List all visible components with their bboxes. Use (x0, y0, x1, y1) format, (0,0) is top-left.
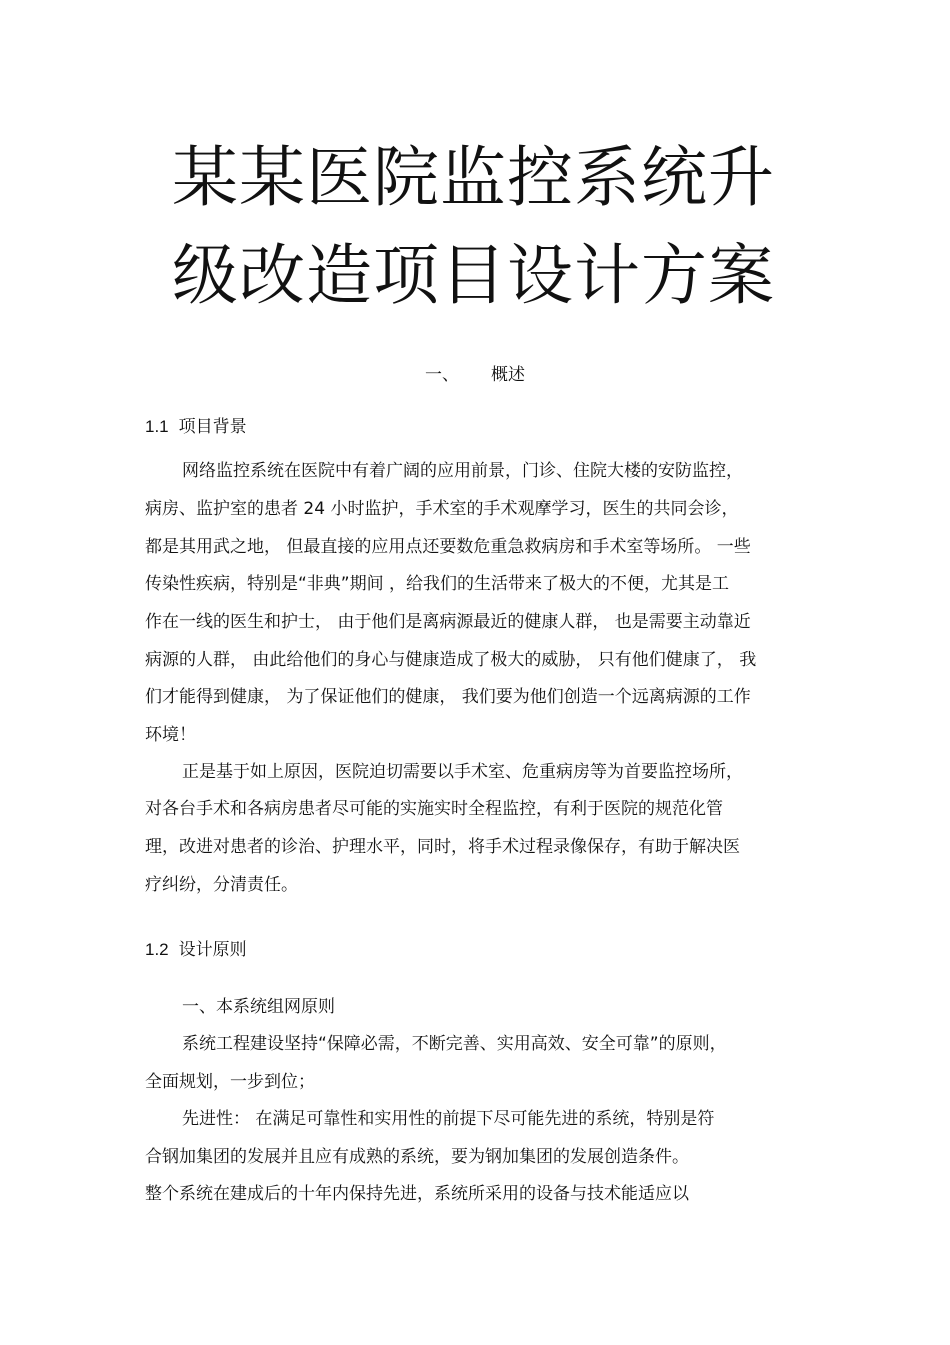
paragraph-1-line: 环境！ (145, 725, 196, 745)
paragraph-1-line: 们才能得到健康， 为了保证他们的健康， 我们要为他们创造一个远离病源的工作 (145, 687, 751, 707)
paragraph-2-line: 理，改进对患者的诊治、护理水平，同时，将手术过程录像保存，有助于解决医 (145, 837, 740, 857)
section-title: 概述 (491, 365, 525, 385)
subsection-number: 1.1 (145, 417, 169, 436)
principle-heading: 一、本系统组网原则 (182, 997, 335, 1017)
subsection-heading-design-principles (145, 935, 247, 960)
paragraph-1-line: 病源的人群， 由此给他们的身心与健康造成了极大的威胁， 只有他们健康了， 我 (145, 650, 757, 670)
paragraph-2-line: 疗纠纷，分清责任。 (145, 875, 298, 895)
paragraph-3-line: 系统工程建设坚持“保障必需，不断完善、实用高效、安全可靠”的原则， (182, 1034, 727, 1054)
paragraph-4-line: 整个系统在建成后的十年内保持先进，系统所采用的设备与技术能适应以 (145, 1184, 689, 1204)
paragraph-2-line: 对各台手术和各病房患者尽可能的实施实时全程监控，有利于医院的规范化管 (145, 799, 723, 819)
paragraph-4-line: 合钢加集团的发展并且应有成熟的系统，要为钢加集团的发展创造条件。 (145, 1147, 689, 1167)
paragraph-3-line: 全面规划，一步到位； (145, 1072, 315, 1092)
section-number: 一、 (425, 365, 459, 385)
subsection-heading-background (145, 412, 247, 437)
paragraph-4-line: 先进性： 在满足可靠性和实用性的前提下尽可能先进的系统，特别是符 (182, 1109, 715, 1129)
paragraph-1-line: 都是其用武之地， 但最直接的应用点还要数危重急救病房和手术室等场所。 一些 (145, 537, 751, 557)
paragraph-1-line: 网络监控系统在医院中有着广阔的应用前景，门诊、住院大楼的安防监控， (182, 461, 743, 481)
subsection-title: 设计原则 (178, 940, 247, 960)
subsection-title: 项目背景 (178, 417, 247, 437)
paragraph-1-line: 病房、监护室的患者 24 小时监护，手术室的手术观摩学习，医生的共同会诊， (145, 499, 739, 519)
subsection-number: 1.2 (145, 940, 169, 959)
document-title-line-2: 级改造项目设计方案 (172, 237, 775, 314)
paragraph-1-line: 作在一线的医生和护士， 由于他们是离病源最近的健康人群， 也是需要主动靠近 (145, 612, 751, 632)
paragraph-2-line: 正是基于如上原因，医院迫切需要以手术室、危重病房等为首要监控场所， (182, 762, 743, 782)
paragraph-1-line: 传染性疾病，特别是“非典”期间 ，给我们的生活带来了极大的不便，尤其是工 (145, 574, 730, 594)
document-title-line-1: 某某医院监控系统升 (172, 139, 775, 216)
section-heading-overview (0, 360, 950, 385)
